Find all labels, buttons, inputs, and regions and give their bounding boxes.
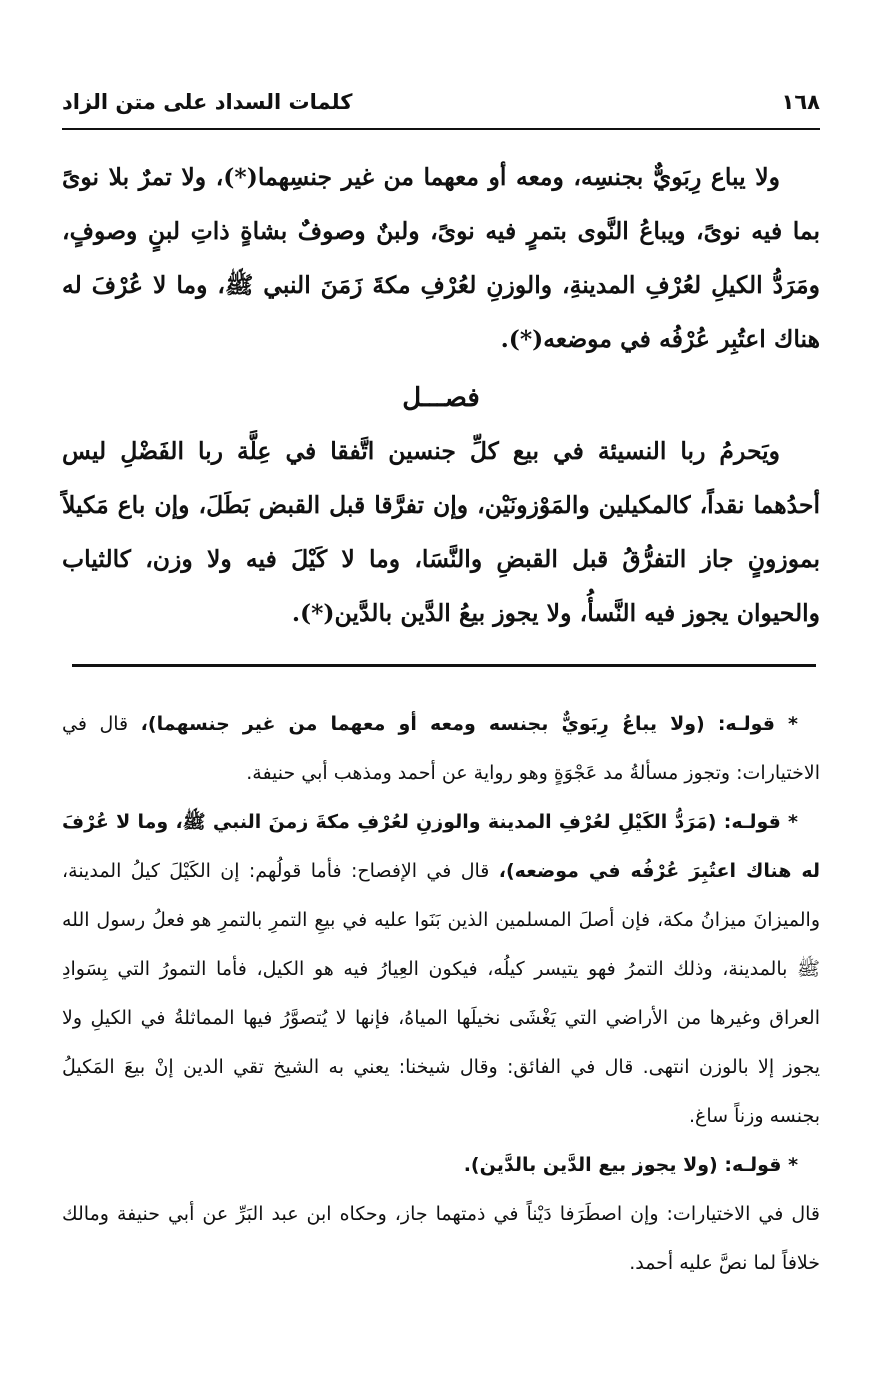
main-paragraph: ويَحرمُ ربا النسيئة في بيع كلِّ جنسين اتَّفقا في عِلَّة ربا الفَضْلِ ليس أحدُهما نقداً، كالمكيلين والمَوْزونَيْن، وإن تفرَّقا قبل القبض بَطَلَ، وإن باع مَكيلاً بموزونٍ جاز التفرُّقُ قبل القبضِ والنَّسَا، وما لا كَيْلَ فيه ولا وزن، كالثياب والحيوان يجوز فيه النَّسأُ، ولا يجوز بيعُ الدَّين بالدَّين(*). <box>62 437 820 627</box>
footnote <box>62 798 820 1141</box>
page-number: ١٦٨ <box>781 90 820 114</box>
footnote-divider <box>72 664 816 667</box>
footnote-text: قال في الاختيارات: وإن اصطَرَفا دَيْناً في ذمتهما جاز، وحكاه ابن عبد البَرِّ عن أبي حنيفة ومالك خلافاً لما نصَّ عليه أحمد. <box>62 1203 820 1274</box>
running-header <box>62 82 820 126</box>
footnote-quote: * قولـه: (ولا يجوز بيع الدَّين بالدَّين). <box>463 1154 798 1176</box>
footnote-text: قال في الاختيارات: وتجوز مسألةُ مد عَجْوَةٍ وهو رواية عن أحمد ومذهب أبي حنيفة. <box>62 713 820 784</box>
main-paragraph: ولا يباع رِبَويٌّ بجنسِه، ومعه أو معهما من غير جنسِهما(*)، ولا تمرٌ بلا نوىً بما فيه نوىً، ويباعُ النَّوى بتمرٍ فيه نوىً، ولبنٌ وصوفٌ بشاةٍ ذاتِ لبنٍ وصوفٍ، ومَرَدُّ الكيلِ لعُرْفِ المدينةِ، والوزنِ لعُرْفِ مكةَ زَمَنَ النبي ﷺ، وما لا عُرْفَ له هناك اعتُبِر عُرْفُه في موضعه(*). <box>62 163 820 353</box>
footnote <box>62 700 820 798</box>
book-title: كلمات السداد على متن الزاد <box>62 90 353 114</box>
footnotes <box>62 700 820 1288</box>
footnote-text: قال في الإفصاح: فأما قولُهم: إن الكَيْلَ كيلُ المدينة، والميزانَ ميزانُ مكة، فإن أصلَ المسلمين الذين بَنَوا عليه في بيعِ التمرِ بالتمرِ هو فعلُ رسول الله ﷺ بالمدينة، وذلك التمرُ فهو يتيسر كيلُه، فيكون العِيارُ فيه هو الكيل، فأما التمورُ التي بِسَوادِ العراق وغيرها من الأراضي التي يَغْشَى نخيلَها المياهُ، فإنها لا يُتصوَّرُ فيها المماثلةُ في الكيلِ ولا يجوز إلا بالوزن انتهى. قال في الفائق: وقال شيخنا: يعني به الشيخ تقي الدين إنْ بيعَ المَكيلُ بجنسه وزناً ساغ. <box>62 860 820 1127</box>
footnote-quote: * قولـه: (ولا يباعُ رِبَويٌّ بجنسه ومعه أو معهما من غير جنسهما)، <box>140 713 798 735</box>
footnote-quote: * قولـه: (مَرَدُّ الكَيْلِ لعُرْفِ المدينة والوزنِ لعُرْفِ مكةَ زمنَ النبي ﷺ، وما لا عُرْفَ له هناك اعتُبِرَ عُرْفُه في موضعه)، <box>62 811 821 882</box>
section-heading: فصـــل <box>402 383 480 413</box>
main-text <box>62 150 820 640</box>
header-divider <box>62 128 820 130</box>
footnote <box>62 1141 820 1190</box>
